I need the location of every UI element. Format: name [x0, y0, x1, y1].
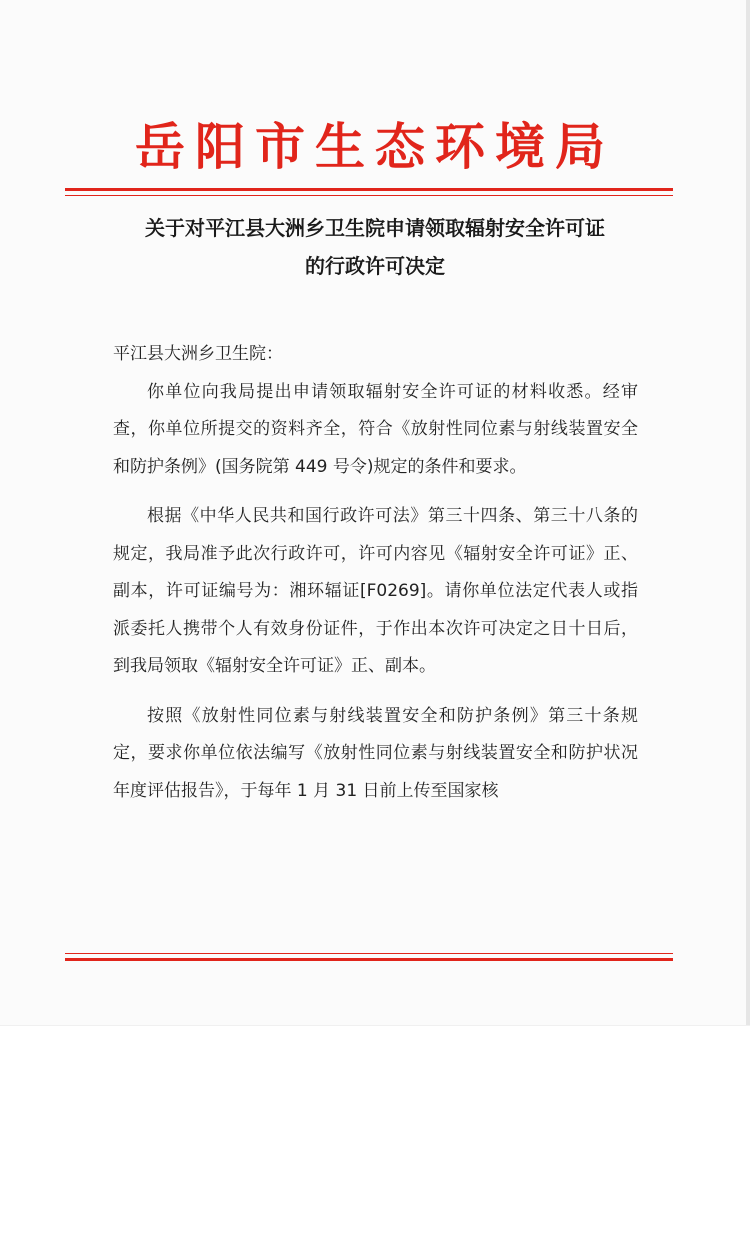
- footer-rule-thick: [65, 958, 673, 961]
- salutation: 平江县大洲乡卫生院：: [113, 344, 283, 364]
- document-title-line-1: 关于对平江县大洲乡卫生院申请领取辐射安全许可证: [145, 216, 605, 240]
- footer-rule-thin: [65, 953, 673, 954]
- document-body: [113, 336, 638, 810]
- paragraph-1: 你单位向我局提出申请领取辐射安全许可证的材料收悉。经审查，你单位所提交的资料齐全，符合《放射性同位素与射线装置安全和防护条例》(国务院第 449 号令)规定的条件和要求。: [113, 381, 638, 477]
- agency-header: 岳阳市生态环境局: [135, 117, 615, 176]
- header-rule-thin: [65, 195, 673, 196]
- header-rule-thick: [65, 188, 673, 191]
- paragraph-2: 根据《中华人民共和国行政许可法》第三十四条、第三十八条的规定，我局准予此次行政许可，许可内容见《辐射安全许可证》正、副本，许可证编号为：湘环辐证[F0269]。请你单位法定代表人或指派委托人携带个人有效身份证件，于作出本次许可决定之日十日后，到我局领取《辐射安全许可证》正、副本。: [113, 506, 638, 676]
- document-title-line-2: 的行政许可决定: [305, 254, 445, 278]
- paragraph-3: 按照《放射性同位素与射线装置安全和防护条例》第三十条规定，要求你单位依法编写《放射性同位素与射线装置安全和防护状况年度评估报告》，于每年 1 月 31 日前上传至国家核: [113, 705, 638, 801]
